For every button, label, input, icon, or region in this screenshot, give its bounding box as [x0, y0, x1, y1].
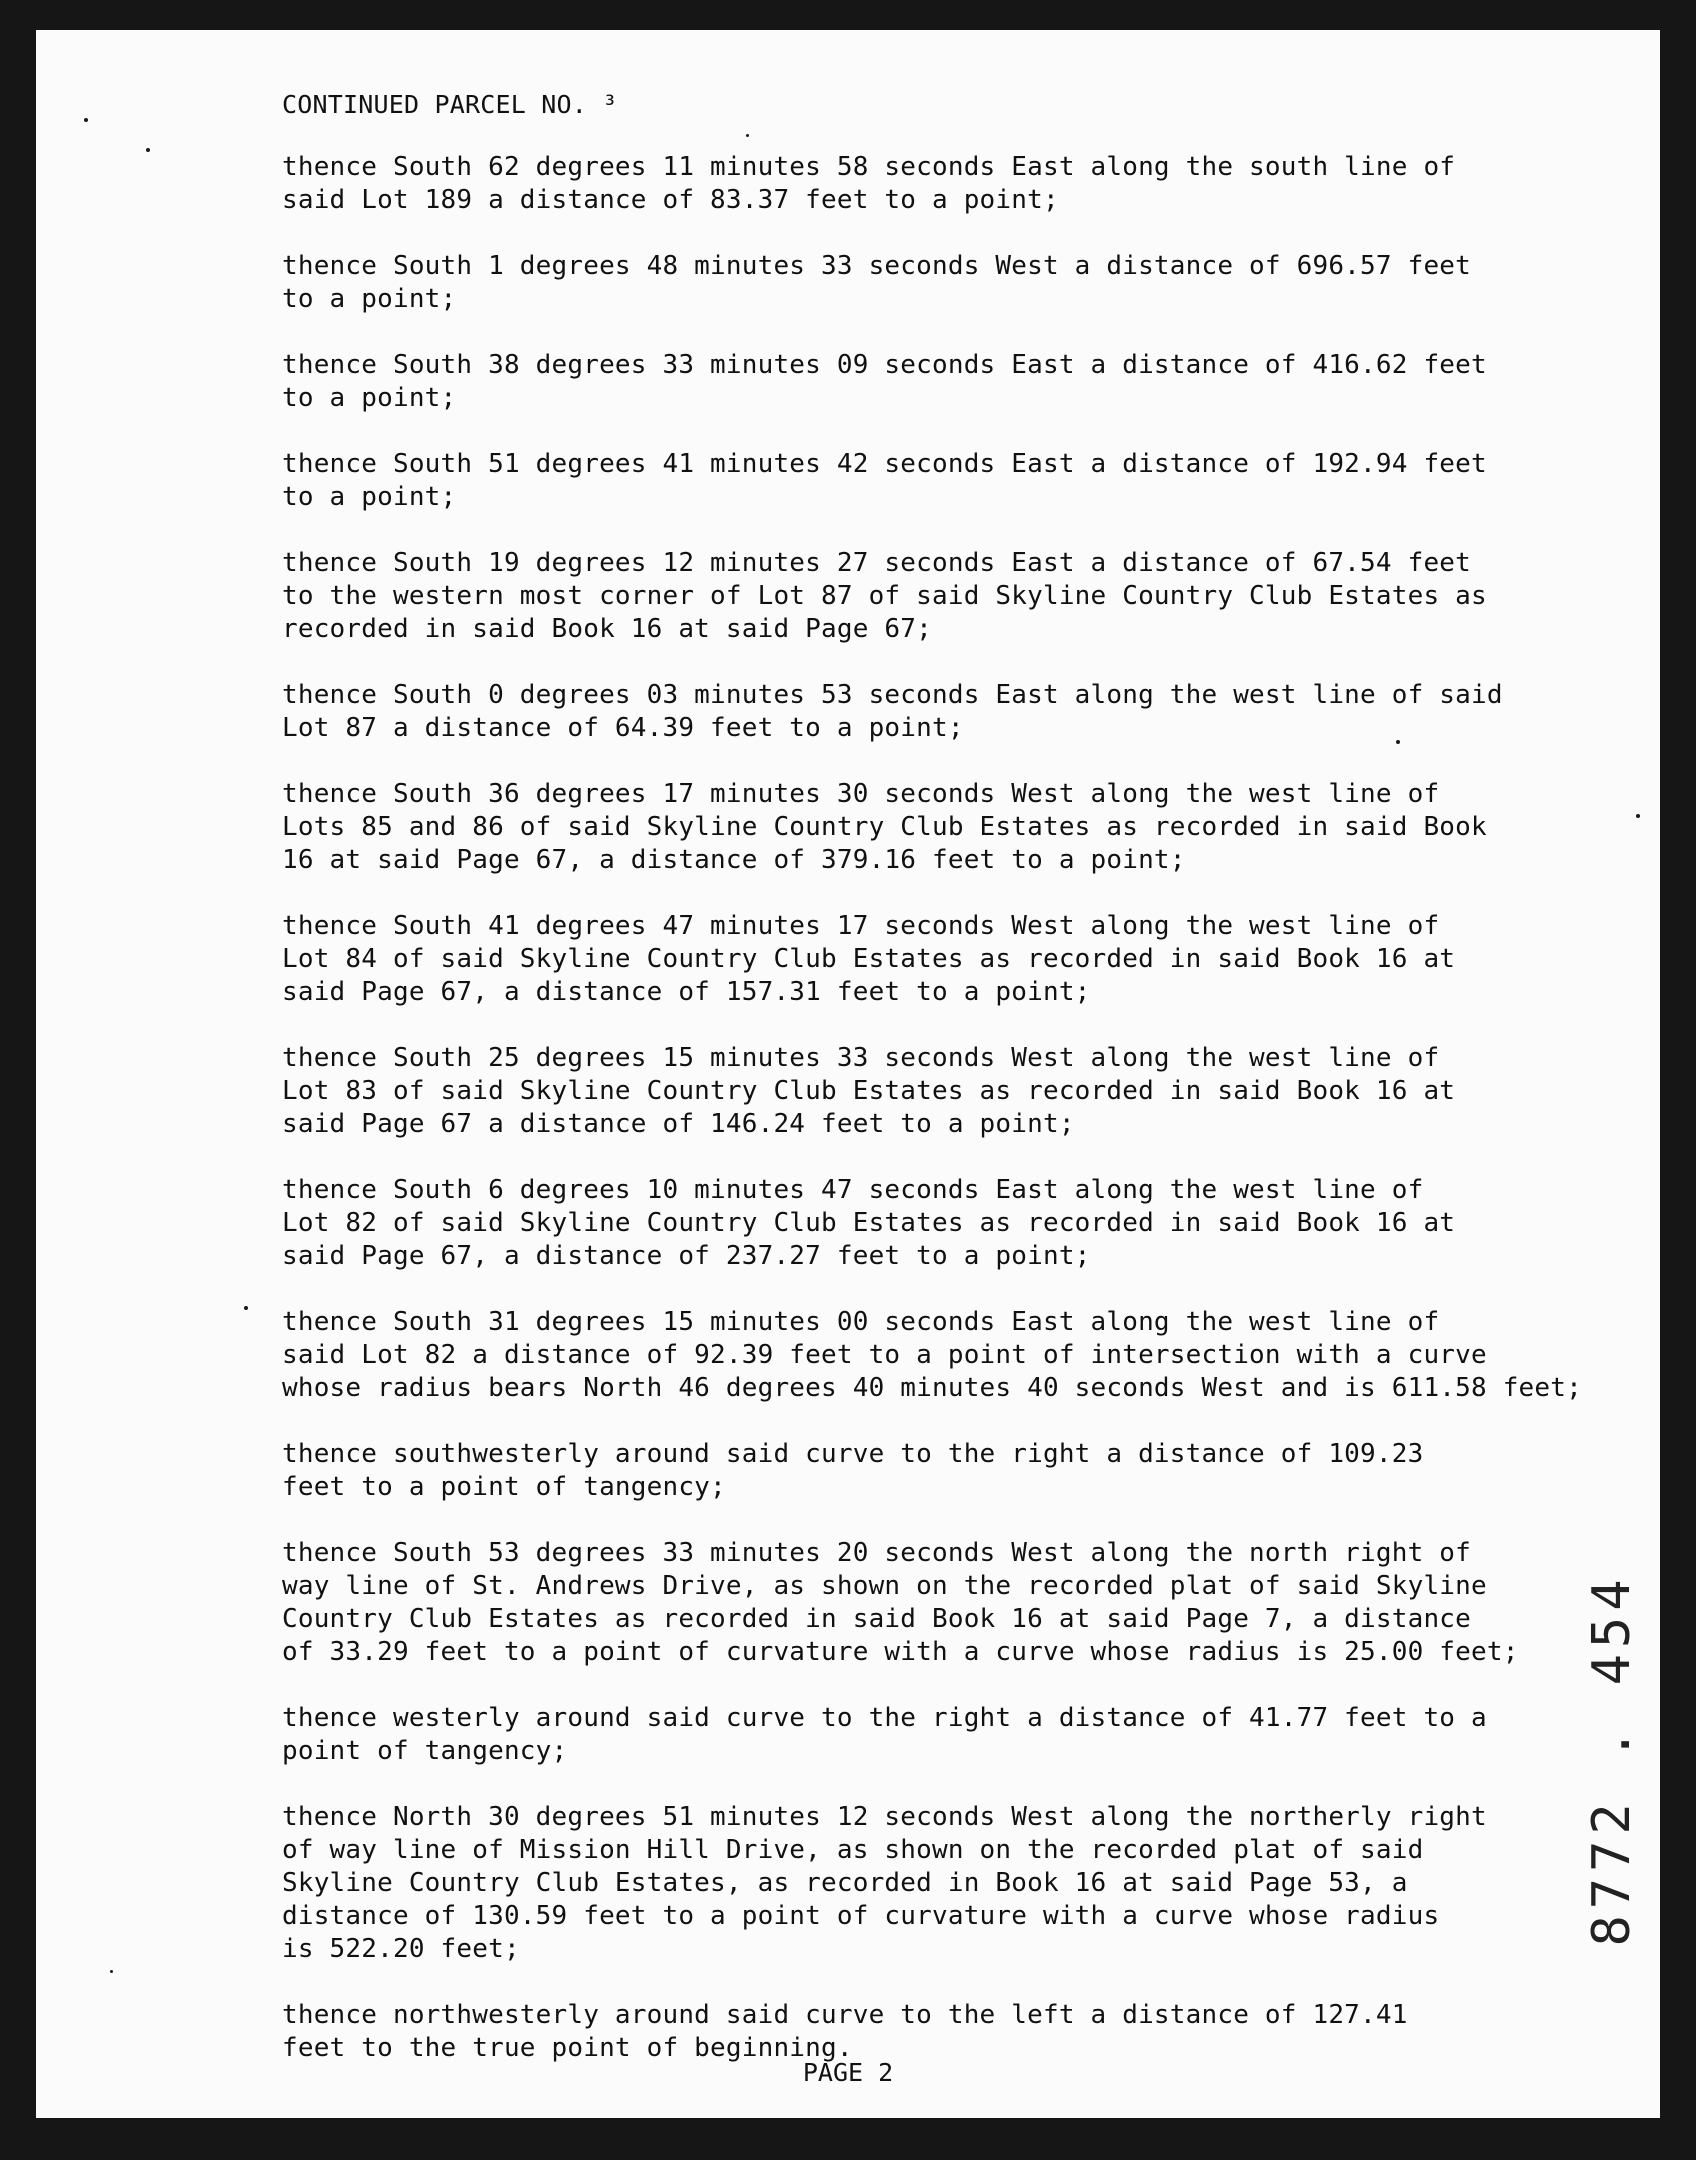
legal-description-paragraph: thence North 30 degrees 51 minutes 12 seconds West along the northerly right of way line of Mission Hill Drive, as shown on the recorded plat of said Skyline Country Club Estates, as recorded in Book 16 at said Page 53, a distance of 130.59 feet to a point of curvature with a curve whose radius is 522.20 feet; [282, 1802, 1487, 1964]
legal-description-paragraph: thence South 1 degrees 48 minutes 33 seconds West a distance of 696.57 feet to a point; [282, 251, 1471, 314]
legal-description-paragraph: thence southwesterly around said curve to the right a distance of 109.23 feet to a point of tangency; [282, 1439, 1424, 1502]
legal-description-paragraph: thence South 31 degrees 15 minutes 00 seconds East along the west line of said Lot 82 a distance of 92.39 feet to a point of intersection with a curve whose radius bears North 46 degrees 40 minutes 40 seconds West and is 611.58 feet; [282, 1307, 1582, 1403]
scan-speck [84, 118, 88, 122]
page-number: PAGE 2 [802, 2058, 894, 2087]
legal-description-paragraph: thence South 41 degrees 47 minutes 17 seconds West along the west line of Lot 84 of said Skyline Country Club Estates as recorded in said Book 16 at said Page 67, a distance of 157.31 feet to a point; [282, 911, 1456, 1007]
scan-speck [244, 1306, 248, 1310]
parcel-header: CONTINUED PARCEL NO. ³ [282, 90, 618, 119]
document-body [282, 88, 1660, 2095]
legal-description-paragraph: thence South 36 degrees 17 minutes 30 seconds West along the west line of Lots 85 and 86 of said Skyline Country Club Estates as recorded in said Book 16 at said Page 67, a distance of 379.16 feet to a point; [282, 779, 1487, 875]
scan-speck [146, 148, 150, 152]
legal-description-paragraph: thence northwesterly around said curve to the left a distance of 127.41 feet to the true point of beginning. [282, 2000, 1408, 2063]
scan-speck [1396, 740, 1400, 744]
document-page [36, 30, 1660, 2118]
recording-stamp-number: 8772 . 454 [1582, 1573, 1642, 1947]
legal-description-paragraph: thence South 53 degrees 33 minutes 20 seconds West along the north right of way line of St. Andrews Drive, as shown on the recorded plat of said Skyline Country Club Estates as recorded in said Book 16 at said Page 7, a distance of 33.29 feet to a point of curvature with a curve whose radius is 25.00 feet; [282, 1538, 1519, 1667]
scan-speck [1636, 814, 1640, 818]
legal-description-paragraph: thence South 51 degrees 41 minutes 42 seconds East a distance of 192.94 feet to a point; [282, 449, 1487, 512]
legal-description-paragraph: thence South 25 degrees 15 minutes 33 seconds West along the west line of Lot 83 of said Skyline Country Club Estates as recorded in said Book 16 at said Page 67 a distance of 146.24 feet to a point; [282, 1043, 1456, 1139]
scan-speck [110, 1970, 113, 1973]
legal-description-paragraph: thence South 6 degrees 10 minutes 47 seconds East along the west line of Lot 82 of said Skyline Country Club Estates as recorded in said Book 16 at said Page 67, a distance of 237.27 feet to a point; [282, 1175, 1456, 1271]
legal-description-paragraph: thence South 0 degrees 03 minutes 53 seconds East along the west line of said Lot 87 a distance of 64.39 feet to a point; [282, 680, 1503, 743]
legal-description-paragraph: thence South 19 degrees 12 minutes 27 seconds East a distance of 67.54 feet to the western most corner of Lot 87 of said Skyline Country Club Estates as recorded in said Book 16 at said Page 67; [282, 548, 1487, 644]
scan-speck [746, 134, 749, 137]
legal-description-paragraph: thence South 62 degrees 11 minutes 58 seconds East along the south line of said Lot 189 a distance of 83.37 feet to a point; [282, 152, 1456, 215]
legal-description-paragraph: thence westerly around said curve to the right a distance of 41.77 feet to a point of tangency; [282, 1703, 1487, 1766]
legal-description-paragraph: thence South 38 degrees 33 minutes 09 seconds East a distance of 416.62 feet to a point; [282, 350, 1487, 413]
recording-stamp [1572, 1570, 1652, 1950]
